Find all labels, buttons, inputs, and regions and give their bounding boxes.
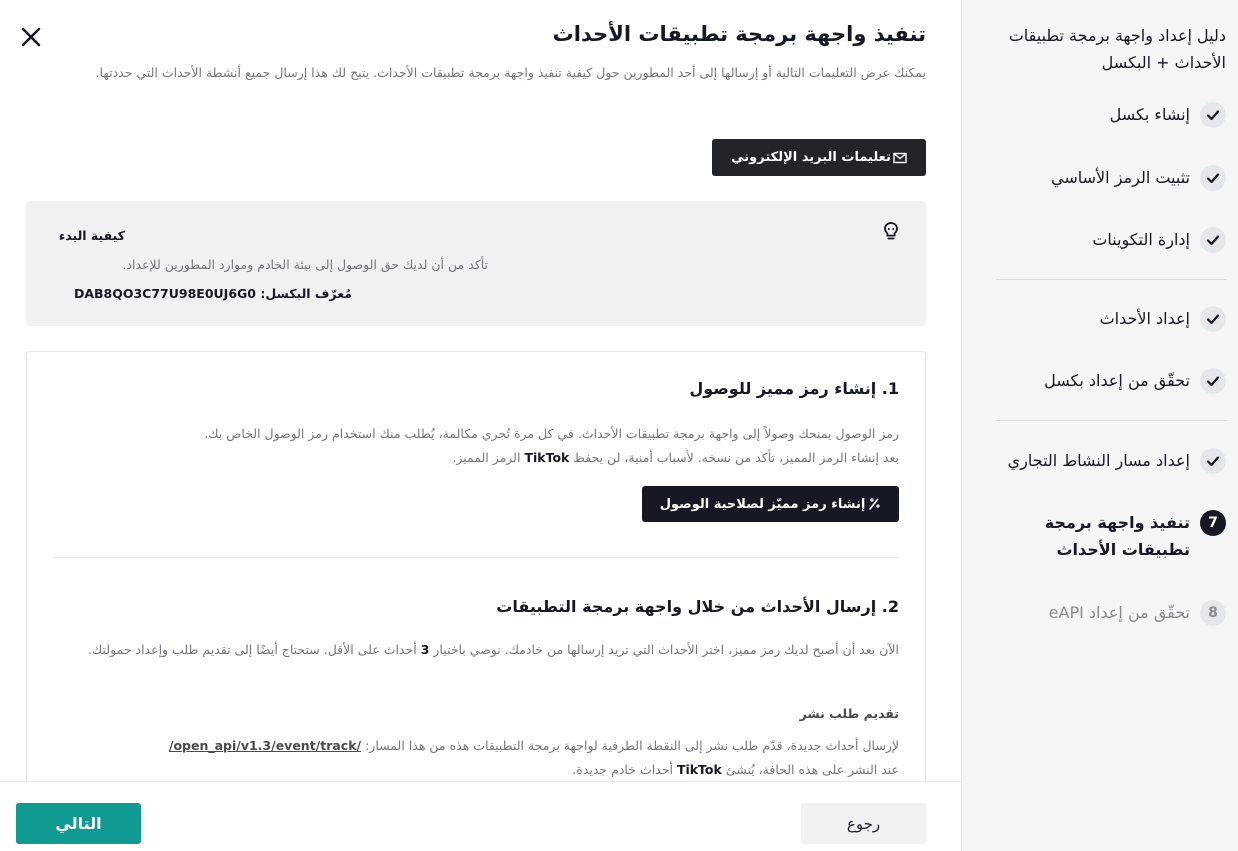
- sidebar-item-manage-configurations[interactable]: [986, 226, 1226, 253]
- check-icon: [1200, 102, 1226, 128]
- close-icon: [20, 26, 42, 48]
- sidebar-item-label: إدارة التكوينات: [1092, 230, 1190, 249]
- close-button[interactable]: [20, 26, 42, 48]
- footer: [0, 781, 961, 851]
- sidebar-item-verify-eapi[interactable]: [986, 599, 1226, 626]
- getting-started-box: [26, 201, 926, 326]
- getting-started-title: كيفية البدء: [58, 228, 125, 243]
- step-number-badge: 8: [1200, 600, 1226, 626]
- step1-line2-a: بعد إنشاء الرمز المميز، تأكد من نسخه. لأسباب أمنية، لن يحفظ: [573, 450, 899, 465]
- sidebar-item-implement-events-api[interactable]: [986, 509, 1226, 563]
- getting-started-text: تأكد من أن لديك حق الوصول إلى بيئة الخادم وموارد المطورين للإعداد.: [122, 257, 488, 272]
- sidebar-divider: [996, 279, 1227, 280]
- step1-line2: [39, 446, 899, 470]
- sidebar-item-label: إعداد الأحداث: [1099, 309, 1190, 328]
- step1-line2-b: الرمز المميز.: [452, 450, 521, 465]
- sidebar-item-verify-pixel-setup[interactable]: [986, 367, 1226, 394]
- lightbulb-icon: [882, 221, 900, 241]
- email-instructions-button[interactable]: [712, 139, 926, 176]
- check-icon: [1200, 306, 1226, 332]
- step2-text-a: الآن بعد أن أصبح لديك رمز مميز، اختر الأحداث التي تريد إرسالها من خادمك. نوصي باختيار: [433, 642, 899, 657]
- next-button[interactable]: التالي: [16, 803, 141, 844]
- sidebar-item-business-path[interactable]: [986, 447, 1226, 474]
- steps-card: [26, 351, 926, 791]
- check-icon: [1200, 448, 1226, 474]
- post-request-title: تقديم طلب نشر: [799, 706, 899, 721]
- sidebar-item-label: تنفيذ واجهة برمجة تطبيقات الأحداث: [1044, 513, 1190, 559]
- generate-access-token-button[interactable]: [642, 486, 899, 522]
- post-brand: TikTok: [676, 762, 722, 777]
- steps-divider: [53, 557, 899, 558]
- pixel-id-label: مُعرّف البكسل:: [260, 286, 352, 301]
- check-icon: [1200, 165, 1226, 191]
- sidebar-item-setup-events[interactable]: [986, 305, 1226, 332]
- post-line2-a: عند النشر على هذه الحافة، يُنشئ: [725, 762, 899, 777]
- check-icon: [1200, 227, 1226, 253]
- step1-text: [39, 422, 899, 470]
- page-title: تنفيذ واجهة برمجة تطبيقات الأحداث: [552, 22, 926, 46]
- generate-access-token-label: إنشاء رمز مميّز لصلاحية الوصول: [659, 496, 866, 512]
- step2-number: 3: [420, 642, 430, 657]
- post-line2-b: أحداث خادم جديدة.: [572, 762, 673, 777]
- step1-line1: رمز الوصول يمنحك وصولاً إلى واجهة برمجة تطبيقات الأحداث. في كل مرة تُجري مكالمة، يُطلب منك استخدام رمز الوصول الخاص بك.: [204, 426, 899, 441]
- sidebar-divider: [996, 420, 1227, 421]
- sidebar-item-create-pixel[interactable]: [986, 101, 1226, 128]
- sidebar-item-label: تحقّق من إعداد بكسل: [1044, 371, 1190, 390]
- pixel-id-row: [74, 286, 352, 301]
- page-description: يمكنك عرض التعليمات التالية أو إرسالها إلى أحد المطورين حول كيفية تنفيذ واجهة برمجة تطبيقات الأحداث. يتيح لك هذا إرسال جميع أنشطة الأحداث التي حددتها.: [95, 65, 926, 80]
- sidebar-item-label: تحقّق من إعداد eAPI: [1048, 603, 1190, 622]
- setup-guide-sidebar: [961, 0, 1238, 851]
- check-icon: [1200, 368, 1226, 394]
- step2-text-b: أحداث على الأقل. ستحتاج أيضًا إلى تقديم طلب وإعداد حمولتك.: [88, 642, 417, 657]
- post-line1: [39, 734, 899, 758]
- step2-text: [39, 638, 899, 662]
- mail-icon: [893, 152, 907, 164]
- sidebar-title: دليل إعداد واجهة برمجة تطبيقات الأحداث + البكسل: [1008, 26, 1226, 72]
- event-track-path-link[interactable]: /open_api/v1.3/event/track/: [168, 738, 362, 753]
- sidebar-item-install-base-code[interactable]: [986, 164, 1226, 191]
- post-request-text: [39, 734, 899, 782]
- step1-brand: TikTok: [524, 450, 570, 465]
- sidebar-item-label: تثبيت الرمز الأساسي: [1051, 168, 1190, 187]
- post-line2: [39, 758, 899, 782]
- wand-icon: [867, 497, 881, 511]
- step1-title: 1. إنشاء رمز مميز للوصول: [689, 379, 899, 398]
- pixel-id-value: DAB8QO3C77U98E0UJ6G0: [73, 286, 256, 301]
- sidebar-item-label: إعداد مسار النشاط التجاري: [1007, 451, 1190, 470]
- back-button[interactable]: رجوع: [801, 803, 926, 844]
- step2-title: 2. إرسال الأحداث من خلال واجهة برمجة التطبيقات: [496, 597, 899, 616]
- sidebar-item-label: إنشاء بكسل: [1109, 105, 1190, 124]
- step-number-badge: 7: [1200, 510, 1226, 536]
- post-line1-text: لإرسال أحداث جديدة، قدّم طلب نشر إلى النقطة الطرفية لواجهة برمجة التطبيقات هذه من هذا المسار:: [365, 738, 899, 753]
- email-instructions-label: تعليمات البريد الإلكتروني: [731, 150, 891, 165]
